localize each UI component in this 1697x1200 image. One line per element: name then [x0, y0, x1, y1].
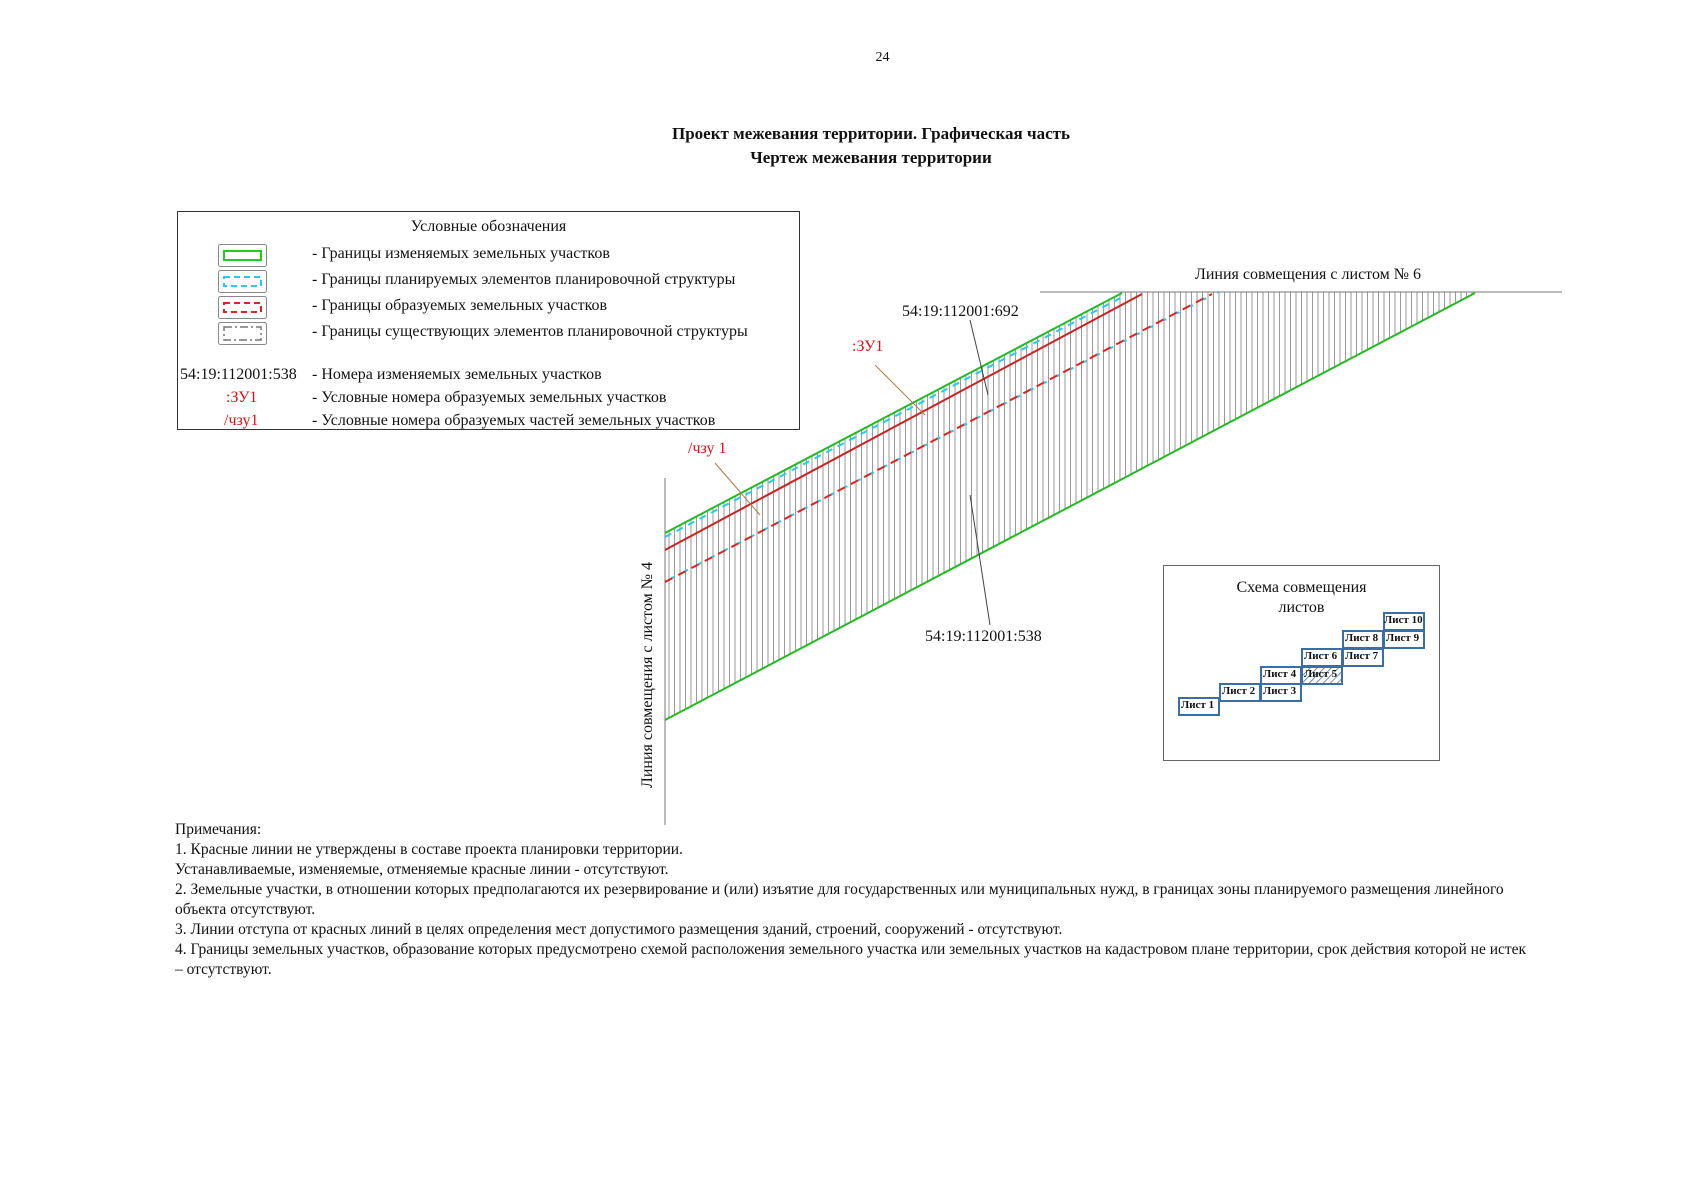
scheme-title-line2: листов [1278, 599, 1325, 616]
note-3: 3. Линии отступа от красных линий в целях определения мест допустимого размещения зданий, строений, сооружений - отсутствуют. [175, 921, 1063, 938]
legend-label-parcel-number: - Номера изменяемых земельных участков [312, 366, 602, 383]
label-parcel-538: 54:19:112001:538 [925, 628, 1042, 645]
legend-label-chzu: - Условные номера образуемых частей земельных участков [312, 412, 716, 429]
note-2: 2. Земельные участки, в отношении которых предполагаются их резервирование и (или) изъятие для государственных или муниципальных нужд, в границах зоны планируемого размещения линейного объекта отсутствуют. [175, 881, 1504, 918]
planned-boundary-top [665, 295, 1126, 537]
sheet-label-5: Лист 5 [1304, 668, 1338, 680]
legend-label-zu: - Условные номера образуемых земельных участков [312, 389, 667, 406]
sheet-scheme [1163, 565, 1440, 761]
page-title: Проект межевания территории. Графическая часть [672, 124, 1070, 143]
notes-heading: Примечания: [175, 821, 262, 838]
legend-item-formed: - Границы образуемых земельных участков [312, 297, 608, 314]
scheme-title-line1: Схема совмещения [1236, 579, 1367, 596]
legend-key-parcel-number: 54:19:112001:538 [180, 366, 297, 383]
sheet-label-8: Лист 8 [1345, 632, 1379, 644]
label-zu1: :ЗУ1 [852, 338, 884, 355]
legend-item-planned: - Границы планируемых элементов планировочной структуры [312, 271, 736, 288]
leader-chzu1 [715, 463, 760, 515]
note-1-cont: Устанавливаемые, изменяемые, отменяемые красные линии - отсутствуют. [175, 861, 669, 878]
label-parcel-692: 54:19:112001:692 [902, 303, 1019, 320]
legend-item-existing: - Границы существующих элементов планировочной структуры [312, 323, 748, 340]
notes [175, 820, 1535, 980]
sheet-label-7: Лист 7 [1345, 650, 1379, 662]
page-subtitle: Чертеж межевания территории [750, 148, 992, 167]
sheet-label-9: Лист 9 [1386, 632, 1420, 644]
sheet-label-6: Лист 6 [1304, 650, 1338, 662]
label-chzu1: /чзу 1 [688, 440, 727, 457]
label-junction-sheet4: Линия совмещения с листом № 4 [639, 561, 656, 788]
sheet-label-1: Лист 1 [1181, 699, 1215, 711]
leader-zu1 [875, 365, 925, 415]
legend-key-zu: :ЗУ1 [226, 389, 258, 406]
sheet-label-10: Лист 10 [1384, 614, 1423, 626]
sheet-label-2: Лист 2 [1222, 685, 1256, 697]
legend-item-changed: - Границы изменяемых земельных участков [312, 245, 610, 262]
legend-key-chzu: /чзу1 [224, 412, 259, 429]
parcel-boundary-top [665, 293, 1122, 533]
note-1: 1. Красные линии не утверждены в составе проекта планировки территории. [175, 841, 683, 858]
scheme-grid [1164, 566, 1441, 762]
sheet-label-3: Лист 3 [1263, 685, 1297, 697]
sheet-label-4: Лист 4 [1263, 668, 1297, 680]
page-number: 24 [875, 50, 890, 65]
label-junction-sheet6: Линия совмещения с листом № 6 [1195, 266, 1422, 283]
legend-title: Условные обозначения [410, 218, 567, 235]
note-4: 4. Границы земельных участков, образование которых предусмотрено схемой расположения земельного участка или земельных участков на кадастровом плане территории, срок действия которой не истек – отсутствуют. [175, 941, 1527, 978]
leader-538 [970, 495, 990, 625]
